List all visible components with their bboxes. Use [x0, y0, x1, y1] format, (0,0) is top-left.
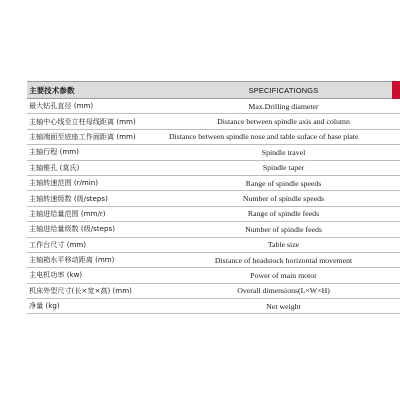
row-label-en: Table size	[267, 240, 300, 250]
row-label-en: Distance between spindle axis and column	[217, 117, 350, 127]
row-label-en: Spindle taper	[262, 163, 305, 173]
row-label-en: Number of spindle speeds	[242, 194, 325, 204]
table-row	[27, 207, 400, 222]
table-row	[27, 130, 400, 145]
row-label-cn: 主轴转速范围 (r/min)	[29, 178, 99, 188]
table-row	[27, 299, 400, 314]
row-label-cn: 主轴进给量级数 (级/steps)	[29, 224, 115, 234]
row-label-cn: 主电机功率 (kw)	[29, 270, 83, 280]
table-row	[27, 99, 400, 114]
row-label-cn: 主轴转速级数 (级/steps)	[29, 193, 108, 203]
row-label-en: Distance of headstock horizontal movement	[214, 255, 353, 265]
row-label-en: Overall dimensions(L×W×H)	[237, 286, 330, 296]
row-label-cn: 主轴行程 (mm)	[29, 147, 79, 157]
header-en: SPECIFICATIONGS	[248, 85, 319, 95]
row-label-en: Number of spindle feeds	[245, 224, 322, 234]
spec-table	[27, 81, 400, 314]
row-label-cn: 主轴箱水平移动距离 (mm)	[29, 255, 115, 265]
table-row	[27, 114, 400, 129]
header-cn: 主要技术参数	[29, 85, 75, 95]
row-label-cn: 净量 (kg)	[29, 301, 60, 311]
table-row	[27, 238, 400, 253]
row-label-cn: 主轴中心线至立柱母线距离 (mm)	[29, 116, 136, 126]
row-label-en: Max.Drilling diameter	[248, 101, 319, 111]
table-row	[27, 268, 400, 283]
table-row	[27, 145, 400, 160]
row-label-en: Power of main motor	[250, 270, 317, 280]
table-row	[27, 161, 400, 176]
row-label-cn: 最大钻孔直径 (mm)	[29, 101, 94, 111]
row-label-en: Range of spindle speeds	[245, 178, 322, 188]
table-row	[27, 176, 400, 191]
row-label-cn: 主轴端面至底座工作面距离 (mm)	[29, 131, 136, 141]
table-header	[27, 81, 400, 99]
row-label-cn: 主轴锥孔 (莫氏)	[29, 162, 80, 172]
row-label-en: Range of spindle feeds	[247, 209, 320, 219]
row-label-cn: 主轴进给量范围 (mm/r)	[29, 208, 106, 218]
row-label-en: Distance between spindle nose and table suface of base plate	[169, 132, 359, 142]
row-label-en: Net weight	[266, 301, 301, 311]
table-row	[27, 222, 400, 237]
row-label-en: Spindle travel	[261, 147, 306, 157]
row-label-cn: 工作台尺寸 (mm)	[29, 239, 87, 249]
table-row	[27, 253, 400, 268]
accent-bar	[392, 81, 400, 99]
table-row	[27, 284, 400, 299]
row-label-cn: 机床外型尺寸(长×宽×高) (mm)	[29, 285, 132, 295]
table-row	[27, 191, 400, 206]
